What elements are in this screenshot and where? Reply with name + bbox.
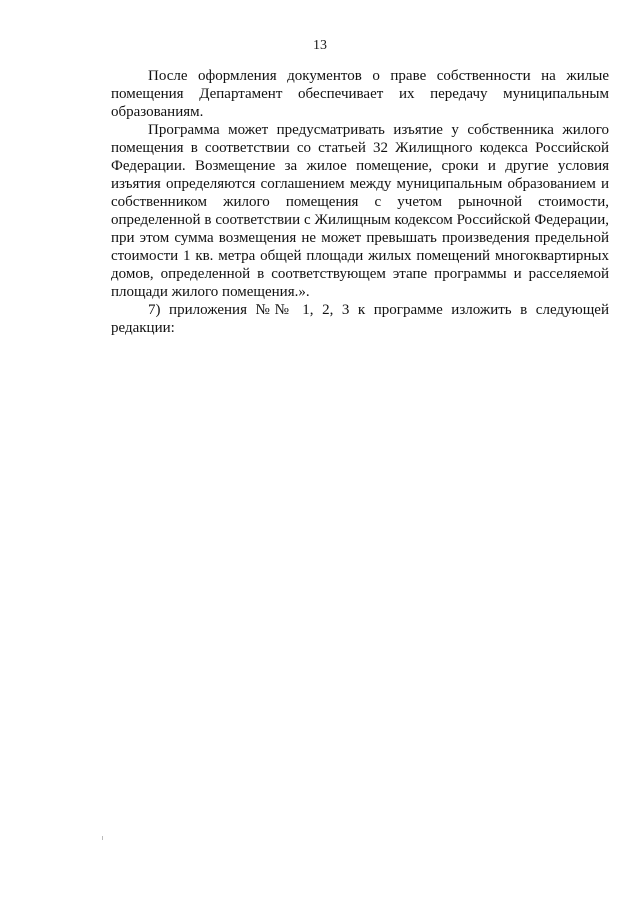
document-body: [111, 67, 609, 337]
paragraph-seizure: Программа может предусматривать изъятие у собственника жилого помещения в соответствии со статьей 32 Жилищного кодекса Российской Федерации. Возмещение за жилое помещение, сроки и другие условия изъятия определяются соглашением между муниципальным образованием и собственником жилого помещения с учетом рыночной стоимости, определенной в соответствии с Жилищным кодексом Российской Федерации, при этом сумма возмещения не может превышать произведения предельной стоимости 1 кв. метра общей площади жилых помещений многоквартирных домов, определенной в соответствующем этапе программы и расселяемой площади жилого помещения.».: [111, 122, 609, 300]
paragraph-appendices: 7) приложения №№ 1, 2, 3 к программе изложить в следующей редакции:: [111, 302, 609, 336]
page-number: 13: [313, 38, 327, 53]
paragraph-transfer: После оформления документов о праве собственности на жилые помещения Департамент обеспечивает их передачу муниципальным образованиям.: [111, 68, 609, 120]
scan-mark: [102, 836, 103, 840]
